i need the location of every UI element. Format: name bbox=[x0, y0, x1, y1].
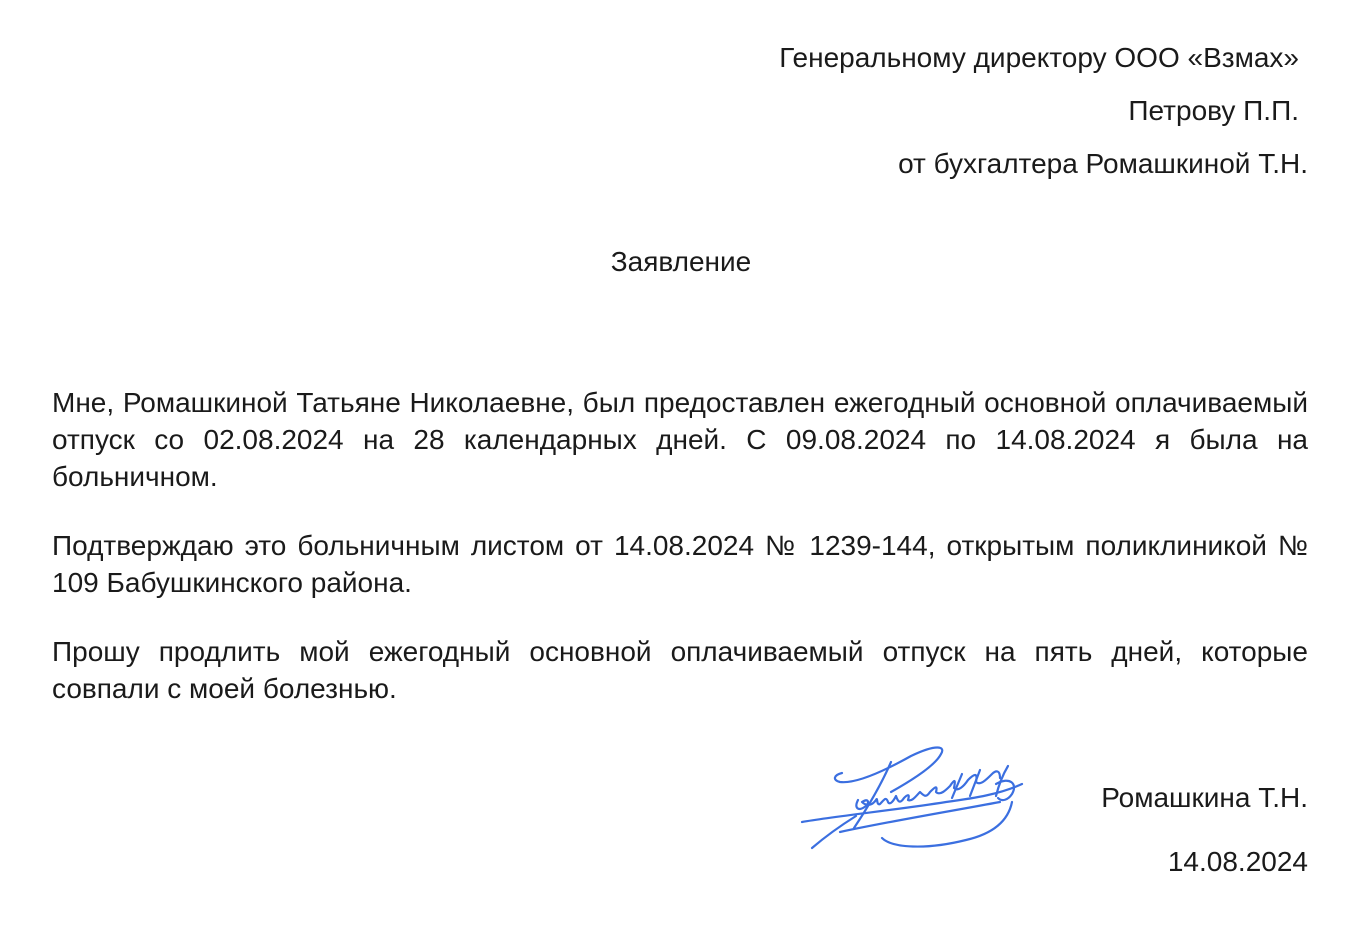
document-page bbox=[52, 0, 1308, 932]
paragraph-sick-leave-confirmation: Подтверждаю это больничным листом от 14.08.2024 № 1239-144, открытым поликлиникой № 109 Бабушкинского района. bbox=[52, 530, 1308, 598]
document-body bbox=[52, 384, 1308, 707]
paragraph-vacation-info: Мне, Ромашкиной Татьяне Николаевне, был предоставлен ежегодный основной оплачиваемый отпуск со 02.08.2024 на 28 календарных дней. С 09.08.2024 по 14.08.2024 я была на больничном. bbox=[52, 387, 1308, 492]
sender-line: от бухгалтера Ромашкиной Т.Н. bbox=[898, 148, 1308, 179]
signature-row bbox=[788, 740, 1308, 860]
addressee-block bbox=[779, 44, 1308, 178]
addressee-name: Петрову П.П. bbox=[1128, 95, 1299, 126]
addressee-director: Генеральному директору ООО «Взмах» bbox=[779, 42, 1299, 73]
handwritten-signature-icon bbox=[796, 740, 1036, 855]
document-title: Заявление bbox=[610, 246, 752, 277]
document-title-row bbox=[52, 246, 1308, 278]
signer-name: Ромашкина Т.Н. bbox=[1101, 782, 1308, 813]
paragraph-extension-request: Прошу продлить мой ежегодный основной оплачиваемый отпуск на пять дней, которые совпали с моей болезнью. bbox=[52, 636, 1308, 704]
document-date: 14.08.2024 bbox=[1167, 846, 1308, 877]
